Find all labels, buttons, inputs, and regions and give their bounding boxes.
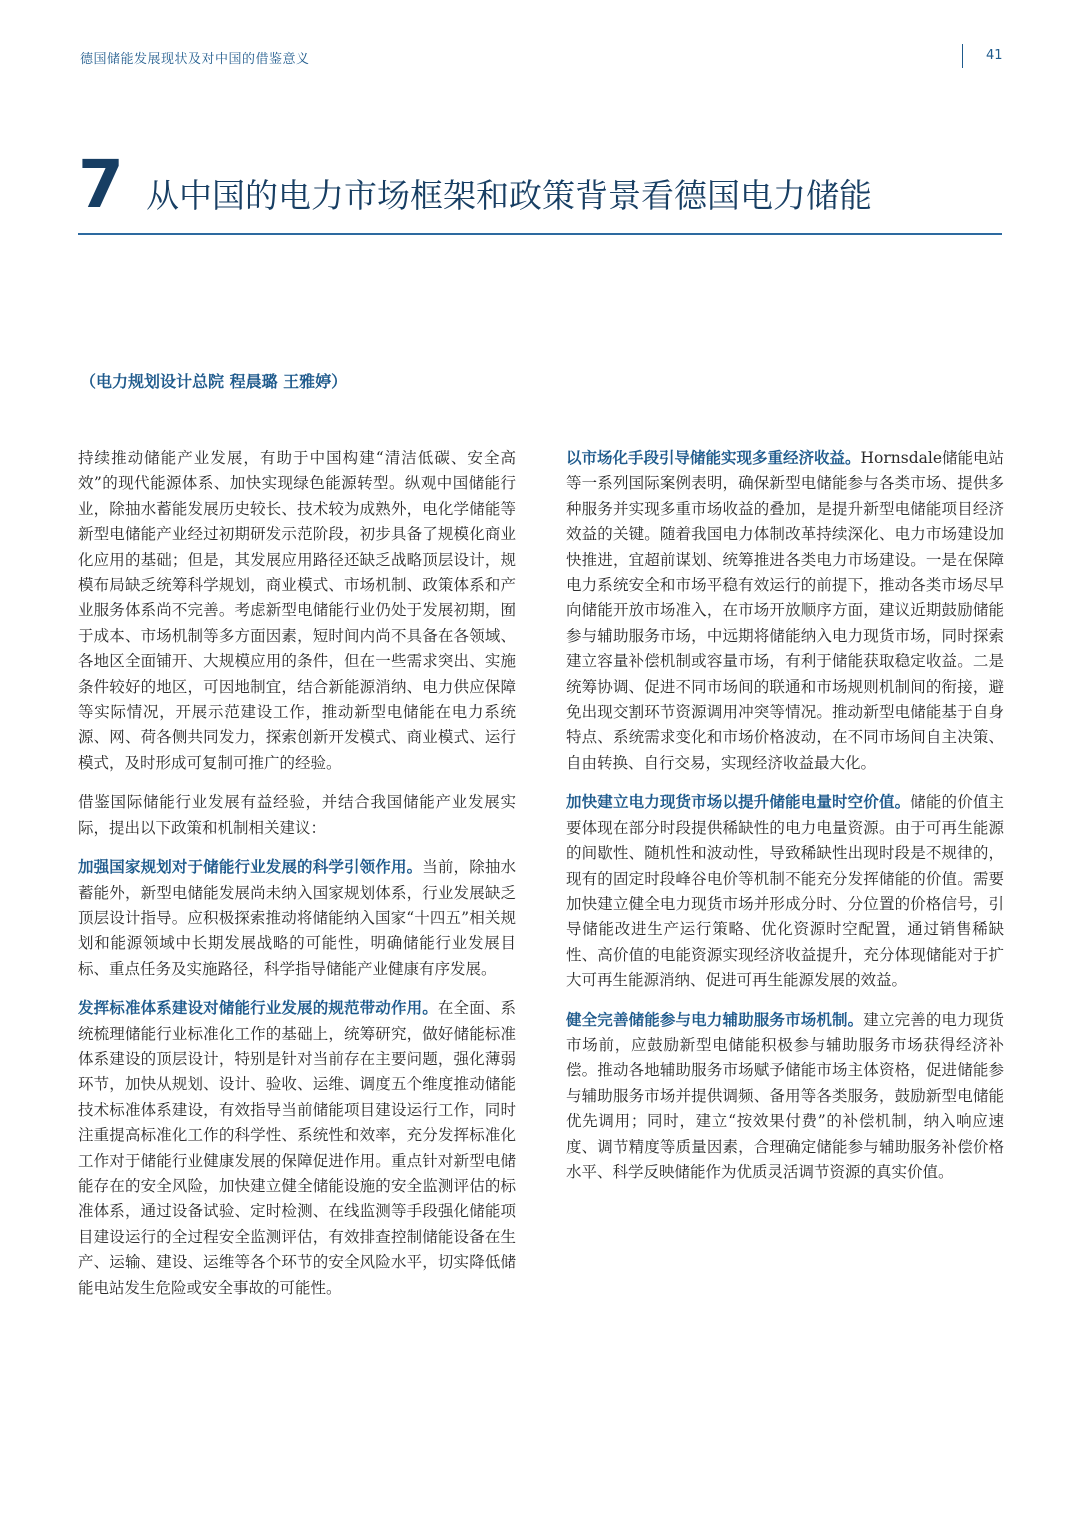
paragraph-text: 持续推动储能产业发展，有助于中国构建“清洁低碳、安全高效”的现代能源体系、加快实现绿色能源转型。纵观中国储能行业，除抽水蓄能发展历史较长、技术较为成熟外，电化学储能等新型电储能产业经过初期研发示范阶段，初步具备了规模化商业化应用的基础；但是，其发展应用路径还缺乏战略顶层设计，规模布局缺乏统筹科学规划，商业模式、市场机制、政策体系和产业服务体系尚不完善。考虑新型电储能行业仍处于发展初期，囿于成本、市场机制等多方面因素，短时间内尚不具备在各领域、各地区全面铺开、大规模应用的条件，但在一些需求突出、实施条件较好的地区，可因地制宜，结合新能源消纳、电力供应保障等实际情况，开展示范建设工作，推动新型电储能在电力系统源、网、荷各侧共同发力，探索创新开发模式、商业模式、运行模式，及时形成可复制可推广的经验。 xyxy=(78,449,516,772)
paragraph xyxy=(566,790,1004,993)
running-header: 德国储能发展现状及对中国的借鉴意义 xyxy=(80,52,310,67)
paragraph-text: 当前，除抽水蓄能外，新型电储能发展尚未纳入国家规划体系，行业发展缺乏顶层设计指导。应积极探索推动将储能纳入国家“十四五”相关规划和能源领域中长期发展战略的可能性，明确储能行业发展目标、重点任务及实施路径，科学指导储能产业健康有序发展。 xyxy=(78,858,516,978)
chapter-number: 7 xyxy=(78,146,124,223)
page-number: 41 xyxy=(986,48,1003,63)
paragraph xyxy=(566,1008,1004,1186)
paragraph xyxy=(78,855,516,982)
left-column xyxy=(78,446,516,1315)
paragraph-lead: 健全完善储能参与电力辅助服务市场机制。 xyxy=(566,1010,864,1029)
paragraph xyxy=(566,446,1004,776)
right-column xyxy=(566,446,1004,1199)
header-divider xyxy=(962,44,963,68)
chapter-title: 从中国的电力市场框架和政策背景看德国电力储能 xyxy=(146,176,872,215)
author-byline: （电力规划设计总院 程晨璐 王雅婷） xyxy=(80,372,348,391)
paragraph-lead: 加快建立电力现货市场以提升储能电量时空价值。 xyxy=(566,793,911,812)
paragraph-text: 建立完善的电力现货市场前，应鼓励新型电储能积极参与辅助服务市场获得经济补偿。推动各地辅助服务市场赋予储能市场主体资格，促进储能参与辅助服务市场并提供调频、备用等各类服务，鼓励新型电储能优先调用；同时，建立“按效果付费”的补偿机制，纳入响应速度、调节精度等质量因素，合理确定储能参与辅助服务补偿价格水平、科学反映储能作为优质灵活调节资源的真实价值。 xyxy=(566,1010,1004,1181)
paragraph-lead: 发挥标准体系建设对储能行业发展的规范带动作用。 xyxy=(78,999,438,1018)
paragraph-text: Hornsdale储能电站等一系列国际案例表明，确保新型电储能参与各类市场、提供多种服务并实现多重市场收益的叠加，是提升新型电储能项目经济效益的关键。随着我国电力体制改革持续深化、电力市场建设加快推进，宜超前谋划、统筹推进各类电力市场建设。一是在保障电力系统安全和市场平稳有效运行的前提下，推动各类市场尽早向储能开放市场准入，在市场开放顺序方面，建议近期鼓励储能参与辅助服务市场，中远期将储能纳入电力现货市场，同时探索建立容量补偿机制或容量市场，有利于储能获取稳定收益。二是统筹协调、促进不同市场间的联通和市场规则机制间的衔接，避免出现交割环节资源调用冲突等情况。推动新型电储能基于自身特点、系统需求变化和市场价格波动，在不同市场间自主决策、自由转换、自行交易，实现经济收益最大化。 xyxy=(566,449,1005,772)
paragraph xyxy=(78,446,516,776)
paragraph-text: 借鉴国际储能行业发展有益经验，并结合我国储能产业发展实际，提出以下政策和机制相关建议： xyxy=(78,793,516,837)
paragraph-lead: 加强国家规划对于储能行业发展的科学引领作用。 xyxy=(78,858,423,877)
paragraph-text: 储能的价值主要体现在部分时段提供稀缺性的电力电量资源。由于可再生能源的间歇性、随机性和波动性，导致稀缺性出现时段是不规律的，现有的固定时段峰谷电价等机制不能充分发挥储能的价值。需要加快建立健全电力现货市场并形成分时、分位置的价格信号，引导储能改进生产运行策略、优化资源时空配置，通过销售稀缺性、高价值的电能资源实现经济收益提升，充分体现储能对于扩大可再生能源消纳、促进可再生能源发展的效益。 xyxy=(566,793,1004,990)
paragraph-text: 在全面、系统梳理储能行业标准化工作的基础上，统筹研究，做好储能标准体系建设的顶层设计，特别是针对当前存在主要问题，强化薄弱环节，加快从规划、设计、验收、运维、调度五个维度推动储能技术标准体系建设，有效指导当前储能项目建设运行工作，同时注重提高标准化工作的科学性、系统性和效率，充分发挥标准化工作对于储能行业健康发展的保障促进作用。重点针对新型电储能存在的安全风险，加快建立健全储能设施的安全监测评估的标准体系，通过设备试验、定时检测、在线监测等手段强化储能项目建设运行的全过程安全监测评估，有效排查控制储能设备在生产、运输、建设、运维等各个环节的安全风险水平，切实降低储能电站发生危险或安全事故的可能性。 xyxy=(78,999,516,1297)
paragraph-lead: 以市场化手段引导储能实现多重经济收益。 xyxy=(566,449,861,467)
paragraph xyxy=(78,996,516,1301)
title-divider xyxy=(78,233,1002,235)
paragraph xyxy=(78,790,516,841)
